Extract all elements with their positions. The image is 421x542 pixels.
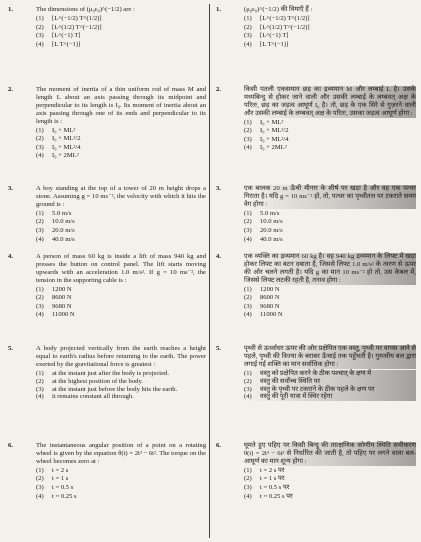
option-number: (3) [244,32,252,40]
option-text: 5.0 m/s [260,209,280,217]
question-text: A boy standing at the top of a tower of 20 m height drops a stone. Assuming g = 10 ms⁻², the velocity with which it hits the ground is : [36,185,206,208]
option-number: (4) [244,492,252,500]
option-2 [36,475,206,484]
option-1 [244,467,416,476]
option-text: 9680 N [260,302,280,310]
option-number: (1) [36,466,44,474]
option-4 [244,493,416,502]
option-text: 8600 N [260,294,280,302]
option-text: [L^(−1/2) T^(1/2)] [260,14,310,22]
option-number: (2) [36,294,44,302]
option-number: (3) [36,143,44,151]
column-divider [209,4,210,538]
option-2 [244,475,416,484]
option-number: (3) [36,385,44,393]
question-number: 3. [216,185,221,192]
option-1 [36,467,206,476]
option-number: (4) [36,492,44,500]
option-text: I₀ + ML²/2 [52,135,81,143]
option-text: I₀ + ML²/4 [260,135,289,143]
options-list [36,210,206,244]
question-3-en [6,185,206,247]
option-1 [244,210,416,219]
option-2 [244,127,416,136]
option-text: I₀ + 2ML² [52,152,79,160]
question-4-hi [214,253,416,339]
option-number: (3) [244,302,252,310]
option-number: (4) [36,311,44,319]
option-text: I₀ + ML² [260,118,284,126]
option-text: 8600 N [52,294,72,302]
option-text: at the instant just after the body is projected. [52,369,170,377]
question-6-en [6,442,206,501]
option-4 [36,393,206,401]
option-number: (3) [36,32,44,40]
option-3 [36,227,206,236]
option-text: t = 0.25 s पर [260,492,293,500]
option-3 [36,303,206,312]
option-number: (2) [36,377,44,385]
option-text: [L^(1/2) T^(−1/2)] [260,23,310,31]
option-text: [L T^(−1)] [260,40,289,48]
option-1 [36,210,206,219]
option-text: वस्तु की पूरी यात्रा में स्थिर रहेगा [260,393,333,401]
option-text: at the instant just before the body hits the earth. [52,385,178,393]
option-4 [36,311,206,320]
option-3 [36,484,206,493]
option-2 [244,378,416,386]
question-text: The moment of inertia of a thin uniform rod of mass M and length L about an axis passing through its midpoint and perpendicular to its length is I₀. Its moment of inertia about an axis passing through one of its ends and perpendicular to its length is : [36,86,206,125]
option-text: 40.0 m/s [52,235,75,243]
option-number: (2) [244,377,252,385]
option-number: (4) [36,393,44,401]
english-column [6,6,206,507]
question-number: 6. [8,442,13,449]
option-text: 1200 N [260,285,280,293]
option-number: (4) [244,144,252,152]
option-number: (1) [36,369,44,377]
option-text: I₀ + ML² [52,126,76,134]
option-number: (1) [36,285,44,293]
options-list [36,15,206,49]
option-number: (4) [244,393,252,401]
option-4 [244,311,416,320]
option-4 [36,236,206,245]
options-list [244,119,416,153]
option-1 [36,286,206,295]
question-1-en [6,6,206,80]
option-2 [244,218,416,227]
option-3 [244,32,416,41]
option-4 [36,152,206,161]
option-1 [36,370,206,378]
hindi-column [214,6,416,507]
option-1 [36,15,206,24]
option-text: [L^(1/2) T^(−1/2)] [52,23,102,31]
question-text: A person of mass 60 kg is inside a lift of mass 940 kg and presses the button on control panel. The lift starts moving upwards with an acceleration 1.0 m/s². If g = 10 ms⁻², the tension in the supporting cable is : [36,253,206,284]
option-text: t = 1 s [52,475,69,483]
question-5-hi [214,345,416,436]
option-text: वस्तु को प्रक्षेपित करने के ठीक पश्चात् के क्षण में [260,369,372,377]
option-1 [244,15,416,24]
question-text: The instantaneous angular position of a point on a rotating wheel is given by the equation θ(t) = 2t³ − 6t². The torque on the wheel becomes zero at : [36,442,206,465]
option-4 [36,41,206,50]
option-text: t = 0.25 s [52,492,77,500]
option-2 [244,24,416,33]
option-1 [244,286,416,295]
option-number: (4) [36,152,44,160]
question-number: 4. [216,253,221,260]
question-number: 2. [8,86,13,93]
option-4 [244,393,416,401]
options-list [244,467,416,501]
option-text: I₀ + ML²/4 [52,143,81,151]
option-number: (2) [36,23,44,31]
option-text: I₀ + 2ML² [260,144,287,152]
option-number: (3) [36,302,44,310]
question-number: 1. [8,6,13,13]
question-text: घूमते हुए पहिए पर किसी बिन्दु की तात्क्षणिक कोणीय स्थिति समीकरण θ(t) = 2t³ − 6t² से निर्धारित की जाती है, तो पहिए पर लगने वाला बल-आघूर्ण का मान शून्य होगा : [244,442,416,465]
question-number: 5. [8,345,13,352]
option-number: (4) [36,40,44,48]
option-4 [244,41,416,50]
option-number: (1) [244,14,252,22]
question-2-hi [214,86,416,179]
option-text: t = 1 s पर [260,475,285,483]
question-2-en [6,86,206,179]
option-number: (3) [244,226,252,234]
option-text: 40.0 m/s [260,235,283,243]
option-text: t = 2 s [52,466,69,474]
option-4 [244,144,416,153]
option-number: (1) [244,369,252,377]
options-list [36,286,206,320]
option-number: (2) [244,294,252,302]
option-number: (1) [244,118,252,126]
question-text: एक बालक 20 m ऊँची मीनार के शीर्ष पर खड़ा है और वह एक पत्थर गिराता है। यदि g = 10 ms⁻² हो, तो, पत्थर का पृथ्वीतल पर टकराते समय वेग होगा : [244,185,416,208]
question-6-hi [214,442,416,501]
option-4 [244,236,416,245]
option-3 [244,303,416,312]
option-number: (2) [36,475,44,483]
options-list [36,127,206,161]
option-text: [L^(−1/2) T^(1/2)] [52,14,102,22]
option-2 [36,24,206,33]
options-list [244,370,416,402]
option-number: (4) [244,40,252,48]
option-text: [L^(−1) T] [260,32,289,40]
question-text: एक व्यक्ति का द्रव्यमान 60 kg है। वह 940 kg द्रव्यमान के लिफ्ट में खड़ा होकर लिफ्ट का बटन दबाता है, जिससे लिफ्ट 1.0 m/s² के त्वरण से ऊपर की ओर चलने लगती है। यदि g का मान 10 ms⁻² हो तो, उस केबल में, जिससे लिफ्ट लटकी रहती है, तनाव होगा : [244,253,416,284]
option-number: (4) [36,235,44,243]
option-2 [36,135,206,144]
option-3 [36,32,206,41]
question-number: 1. [216,6,221,13]
option-text: [L T^(−1)] [52,40,81,48]
option-3 [244,227,416,236]
option-4 [36,493,206,502]
option-number: (2) [36,218,44,226]
option-number: (4) [244,235,252,243]
options-list [36,467,206,501]
option-text: t = 0.5 s पर [260,483,290,491]
option-2 [36,378,206,386]
option-3 [36,386,206,394]
option-1 [244,370,416,378]
option-text: [L^(−1) T] [52,32,81,40]
option-text: वस्तु की सर्वोच्च स्थिति पर [260,377,321,385]
option-text: 1200 N [52,285,72,293]
option-number: (3) [244,385,252,393]
question-text: किसी पतली एकसमान छड़ का द्रव्यमान M और लम्बाई L है। उसके मध्यबिन्दु से होकर जाने वाली और उसकी लम्बाई के लम्बवत् अक्ष के परितः, छड़ का जड़त्व आघूर्ण I₀ है। तो, छड़ के एक सिरे से गुज़रने वाली और उसकी लम्बाई के लम्बवत् अक्ष के परितः, उसका जड़त्व आघूर्ण होगा : [244,86,416,117]
option-text: 11000 N [52,311,75,319]
option-number: (1) [36,209,44,217]
option-text: at the highest position of the body. [52,377,143,385]
option-text: 11000 N [260,311,283,319]
question-text: A body projected vertically from the earth reaches a height equal to earth's radius before returning to the earth. The power exerted by the gravitational force is greatest : [36,345,206,368]
option-text: I₀ + ML²/2 [260,127,289,135]
option-number: (2) [244,127,252,135]
option-3 [36,144,206,153]
option-number: (2) [244,475,252,483]
question-5-en [6,345,206,436]
question-text: पृथ्वी से ऊर्ध्वाधर ऊपर की ओर प्रक्षेपित एक वस्तु, पृथ्वी पर वापस आने से पहले, पृथ्वी की त्रिज्या के बराबर ऊँचाई तक पहुँचती है। गुरुत्वीय बल द्वारा लगाई गई शक्ति का मान सर्वाधिक होगा : [244,345,416,368]
option-text: वस्तु के पृथ्वी पर टकराने के ठीक पहले के क्षण पर [260,385,375,393]
option-text: 5.0 m/s [52,209,72,217]
option-number: (1) [244,209,252,217]
option-text: 20.0 m/s [52,226,75,234]
question-number: 4. [8,253,13,260]
question-number: 3. [8,185,13,192]
options-list [36,370,206,402]
option-number: (4) [244,311,252,319]
option-number: (1) [36,126,44,134]
question-4-en [6,253,206,339]
option-text: t = 2 s पर [260,466,285,474]
options-list [244,15,416,49]
option-text: 10.0 m/s [260,218,283,226]
option-number: (3) [244,483,252,491]
option-3 [244,484,416,493]
option-1 [244,119,416,128]
option-3 [244,136,416,145]
option-number: (3) [36,483,44,491]
option-number: (1) [244,466,252,474]
option-text: 10.0 m/s [52,218,75,226]
option-number: (1) [36,14,44,22]
option-text: t = 0.5 s [52,483,74,491]
option-text: it remains constant all through. [52,393,134,401]
option-text: 9680 N [52,302,72,310]
question-number: 6. [216,442,221,449]
options-list [244,210,416,244]
question-number: 2. [216,86,221,93]
option-number: (1) [244,285,252,293]
option-number: (3) [36,226,44,234]
option-number: (2) [36,135,44,143]
option-1 [36,127,206,136]
option-number: (3) [244,135,252,143]
option-2 [36,294,206,303]
option-2 [244,294,416,303]
option-number: (2) [244,218,252,226]
option-number: (2) [244,23,252,31]
options-list [244,286,416,320]
option-2 [36,218,206,227]
question-number: 5. [216,345,221,352]
question-text: The dimensions of (μ₀ε₀)^(−1/2) are : [36,6,135,13]
option-text: 20.0 m/s [260,226,283,234]
question-1-hi [214,6,416,80]
question-3-hi [214,185,416,247]
question-text: (μ₀ε₀)^(−1/2) की विमाएँ हैं : [244,6,313,13]
